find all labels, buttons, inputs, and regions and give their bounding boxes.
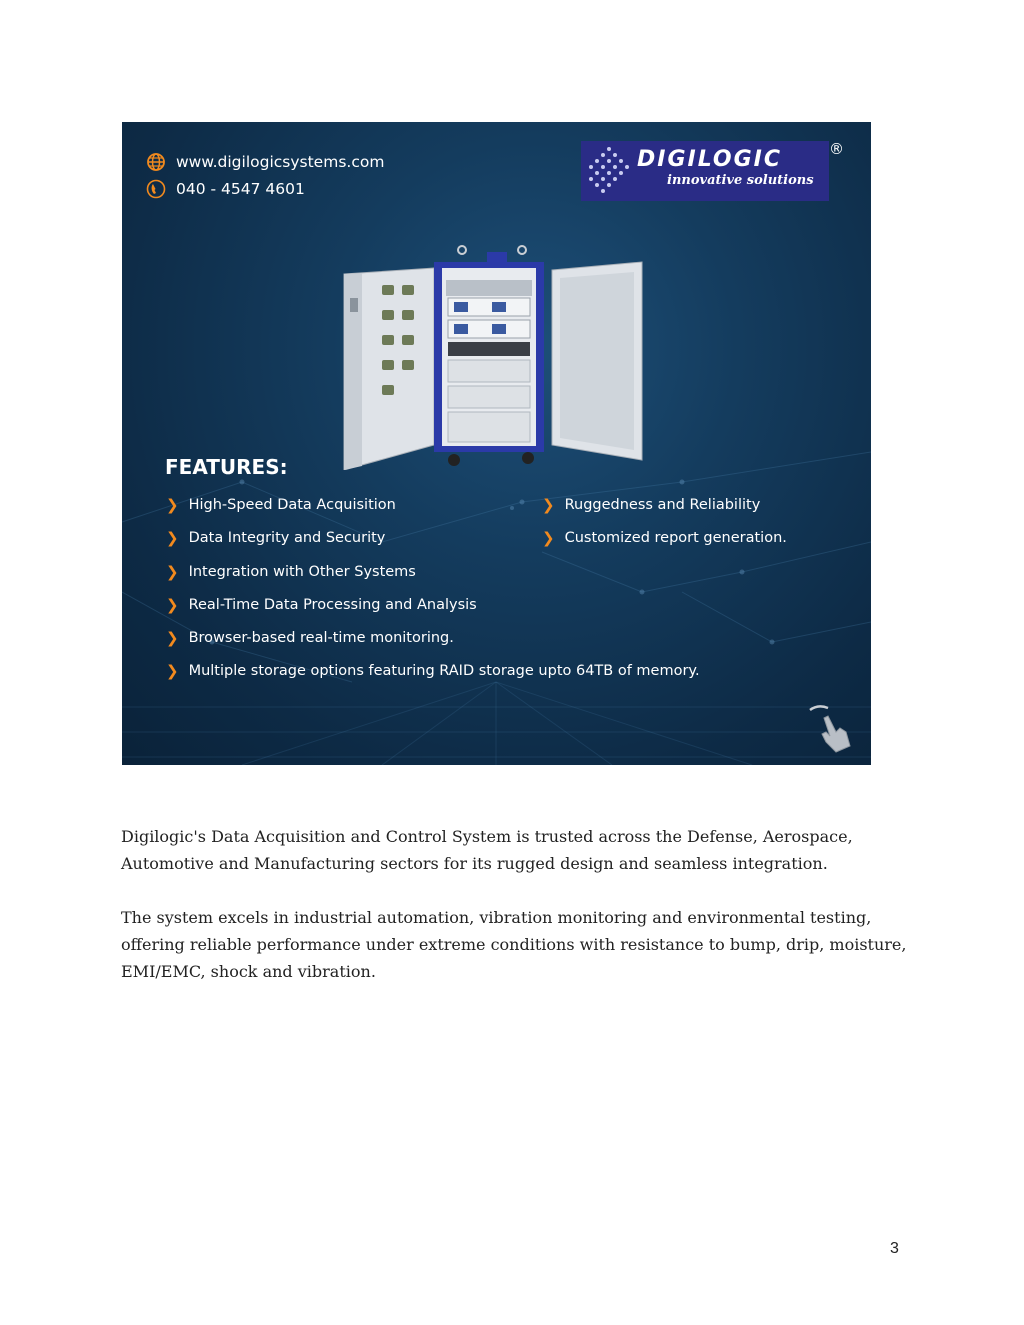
feature-item: [166, 596, 477, 614]
feature-label: Integration with Other Systems: [188, 564, 416, 580]
phone-row: [146, 175, 384, 202]
feature-item: [166, 662, 700, 680]
logo-brand: DIGILOGIC: [637, 147, 783, 172]
feature-item: [542, 496, 760, 514]
feature-item: [166, 563, 416, 581]
registered-mark: ®: [829, 140, 844, 158]
features-title: FEATURES:: [165, 455, 288, 479]
logo-tagline: innovative solutions: [667, 173, 814, 188]
feature-label: Ruggedness and Reliability: [564, 497, 761, 513]
hand-swipe-icon: [806, 702, 858, 754]
website-row: [146, 148, 384, 175]
chevron-right-icon: ❯: [166, 496, 179, 514]
phone-icon: [146, 179, 166, 199]
chevron-right-icon: ❯: [542, 529, 555, 547]
digilogic-logo: [581, 141, 829, 201]
feature-label: Multiple storage options featuring RAID storage upto 64TB of memory.: [188, 663, 700, 679]
globe-icon: [146, 152, 166, 172]
chevron-right-icon: ❯: [166, 596, 179, 614]
chevron-right-icon: ❯: [166, 529, 179, 547]
feature-label: High-Speed Data Acquisition: [188, 497, 396, 513]
feature-label: Browser-based real-time monitoring.: [188, 630, 454, 646]
feature-item: [542, 529, 787, 547]
logo-mark-icon: [585, 144, 633, 198]
phone-text: 040 - 4547 4601: [176, 179, 305, 198]
chevron-right-icon: ❯: [166, 629, 179, 647]
chevron-right-icon: ❯: [166, 662, 179, 680]
feature-label: Real-Time Data Processing and Analysis: [188, 597, 477, 613]
website-text: www.digilogicsystems.com: [176, 152, 385, 171]
paragraph-details: The system excels in industrial automation, vibration monitoring and environmental testing, offering reliable performance under extreme conditions with resistance to bump, drip, moisture, EMI/EMC, shock and vibration.: [121, 908, 907, 981]
contact-info: [146, 148, 384, 202]
feature-item: [166, 629, 454, 647]
chevron-right-icon: ❯: [166, 563, 179, 581]
promo-banner: [122, 122, 871, 765]
daq-cabinet-illustration: [342, 240, 652, 470]
feature-label: Data Integrity and Security: [188, 530, 386, 546]
feature-item: [166, 529, 385, 547]
page-number: 3: [890, 1240, 899, 1257]
feature-item: [166, 496, 396, 514]
chevron-right-icon: ❯: [542, 496, 555, 514]
feature-label: Customized report generation.: [564, 530, 787, 546]
paragraph-intro: Digilogic's Data Acquisition and Control System is trusted across the Defense, Aerospace, Automotive and Manufacturing sectors for its rugged design and seamless integration.: [121, 827, 853, 873]
